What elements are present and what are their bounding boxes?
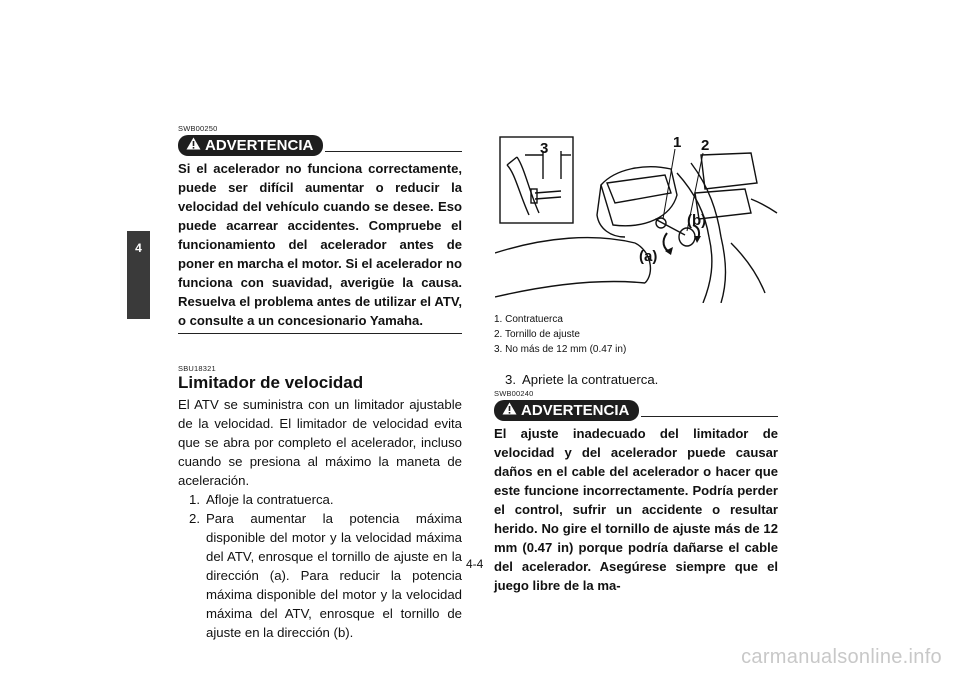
warning-header (178, 135, 462, 156)
step-2 (178, 509, 462, 642)
warning-text: El ajuste inadecuado del limitador de velocidad y del acelerador puede causar daños en el cable del acelerador o hacer que este funcione incorrectamente. Podría perder el control, sufrir un accidente o resultar herido. No gire el tornillo de ajuste más de 12 mm (0.47 in) porque podría dañarse el cable del acelerador. Asegúrese siempre que el juego libre de la ma- (494, 426, 778, 593)
section-code: SBU18321 (178, 364, 216, 373)
warning-bottom-rule (178, 333, 462, 334)
figure-label-3: 3 (540, 140, 549, 157)
step-1-text: Afloje la contratuerca. (206, 492, 334, 507)
warning-badge (178, 135, 323, 156)
warning-header (494, 400, 778, 421)
warning-code: SWB00250 (178, 124, 218, 133)
chapter-tab (127, 231, 150, 319)
figure-label-2: 2 (701, 137, 710, 154)
caption-item: 1. Contratuerca (494, 314, 563, 325)
page-number: 4-4 (466, 557, 484, 571)
step-3 (494, 370, 778, 389)
throttle-figure (495, 133, 780, 303)
figure-label-a: (a) (639, 248, 658, 265)
figure-captions (494, 312, 778, 357)
warning-code: SWB00240 (494, 389, 534, 398)
caption-item: 2. Tornillo de ajuste (494, 329, 580, 340)
step-1-number: 1. (189, 492, 200, 507)
figure-label-b: (b) (687, 212, 707, 229)
step-2-number: 2. (189, 511, 200, 526)
figure-label-1: 1 (673, 134, 682, 151)
step-3-number: 3. (505, 372, 516, 387)
step-1 (178, 490, 462, 509)
warning-header-rule (641, 416, 778, 417)
warning-triangle-icon (186, 137, 201, 154)
warning-text: Si el acelerador no funciona correctamente, puede ser difícil aumentar o reducir la velocidad del vehículo cuando se desee. Eso puede acarrear accidentes. Compruebe el funcionamiento del acelerador antes de poner en marcha el motor. Si el acelerador no funciona con suavidad, averigüe la causa. Resuelva el problema antes de utilizar el ATV, o consulte a un concesionario Yamaha. (178, 161, 462, 328)
watermark: carmanualsonline.info (741, 646, 942, 668)
warning-badge-label: ADVERTENCIA (205, 137, 314, 154)
step-2-text: Para aumentar la potencia máxima disponible del motor y la velocidad máxima del ATV, enrosque el tornillo de ajuste en la dirección (a). Para reducir la potencia máxima disponible del motor y la velocidad máxima del ATV, enrosque el tornillo de ajuste en la dirección (b). (206, 511, 462, 640)
warning-badge (494, 400, 639, 421)
warning-badge-label: ADVERTENCIA (521, 402, 630, 419)
step-3-text: Apriete la contratuerca. (522, 372, 659, 387)
section-intro: El ATV se suministra con un limitador ajustable de la velocidad. El limitador de velocidad evita que se abra por completo el acelerador, incluso cuando se presiona al máximo la maneta de aceleración. (178, 397, 462, 488)
chapter-number: 4 (135, 241, 142, 255)
warning-triangle-icon (502, 402, 517, 419)
right-column (494, 312, 778, 595)
warning-header-rule (325, 151, 462, 152)
section-title: Limitador de velocidad (178, 373, 364, 392)
caption-item: 3. No más de 12 mm (0.47 in) (494, 344, 627, 355)
throttle-illustration (495, 133, 780, 303)
left-column (178, 124, 462, 642)
